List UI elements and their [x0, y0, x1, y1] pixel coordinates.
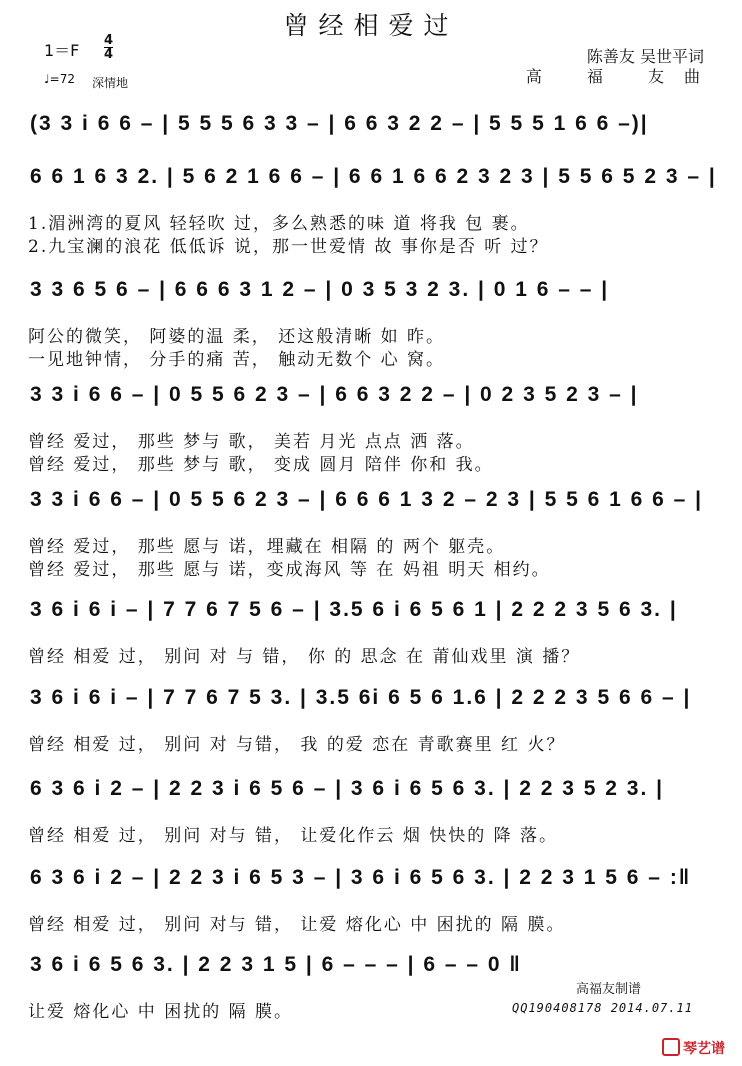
expression-mark: 深情地 — [92, 76, 129, 90]
notation-row: (3 3 i 6 6 – | 5 5 5 6 3 3 – | 6 6 3 2 2 – | 5 5 5 1 6 6 –)| — [30, 112, 649, 135]
key-signature: 1＝F — [44, 41, 80, 60]
lyricist-credit: 陈善友 吴世平词 — [586, 47, 704, 66]
lyric-line: 2.九宝澜的浪花 低低诉 说，那一世爱情 故 事你是否 听 过？ — [28, 237, 549, 257]
notation-row: 3 6 i 6 5 6 3. | 2 2 3 1 5 | 6 – – – | 6 – – 0 ‖ — [30, 953, 522, 976]
meter-bottom: 4 — [104, 47, 114, 62]
lyric-line: 1.湄洲湾的夏风 轻轻吹 过，多么熟悉的味 道 将我 包 裹。 — [28, 214, 530, 234]
lyric-line: 曾经 爱过， 那些 愿与 诺，变成海风 等 在 妈祖 明天 相约。 — [28, 560, 551, 580]
time-signature — [104, 34, 113, 61]
tempo-mark: ♩=72 — [44, 72, 75, 86]
notation-row: 6 6 1 6 3 2. | 5 6 2 1 6 6 – | 6 6 1 6 6 2 3 2 3 | 5 5 6 5 2 3 – | — [30, 165, 717, 188]
lyric-line: 曾经 爱过， 那些 愿与 诺，埋藏在 相隔 的 两个 躯壳。 — [28, 537, 506, 557]
site-logo — [662, 1038, 725, 1058]
notation-row: 6 3 6 i 2 – | 2 2 3 i 6 5 6 – | 3 6 i 6 5 6 3. | 2 2 3 5 2 3. | — [30, 777, 665, 800]
notation-row: 3 6 i 6 i – | 7 7 6 7 5 6 – | 3.5 6 i 6 5 6 1 | 2 2 2 3 5 6 3. | — [30, 598, 678, 621]
lyric-line: 阿公的微笑， 阿婆的温 柔， 还这般清晰 如 昨。 — [28, 327, 446, 347]
composer-credit: 高 福 友曲 — [525, 67, 720, 86]
lyric-line: 曾经 相爱 过， 别问 对与 错， 让爱 熔化心 中 困扰的 隔 膜。 — [28, 915, 566, 935]
notation-row: 3 3 i 6 6 – | 0 5 5 6 2 3 – | 6 6 6 1 3 2 – 2 3 | 5 5 6 1 6 6 – | — [30, 488, 704, 511]
lyric-line: 一见地钟情， 分手的痛 苦， 触动无数个 心 窝。 — [28, 350, 446, 370]
meter-top: 4 — [104, 33, 114, 48]
logo-icon — [662, 1038, 680, 1056]
song-title: 曾经相爱过 — [283, 11, 459, 40]
lyric-line: 曾经 相爱 过， 别问 对与 错， 让爱化作云 烟 快快的 降 落。 — [28, 826, 559, 846]
notation-row: 6 3 6 i 2 – | 2 2 3 i 6 5 3 – | 3 6 i 6 5 6 3. | 2 2 3 1 5 6 – :‖ — [30, 866, 692, 889]
lyric-line: 曾经 相爱 过， 别问 对 与 错， 你 的 思念 在 莆仙戏里 演 播？ — [28, 647, 581, 667]
contact-info: QQ190408178 2014.07.11 — [512, 1001, 693, 1015]
logo-text: 琴艺谱 — [683, 1041, 725, 1057]
lyric-line: 曾经 爱过， 那些 梦与 歌， 变成 圆月 陪伴 你和 我。 — [28, 455, 494, 475]
notation-row: 3 3 i 6 6 – | 0 5 5 6 2 3 – | 6 6 3 2 2 – | 0 2 3 5 2 3 – | — [30, 383, 639, 406]
notation-row: 3 6 i 6 i – | 7 7 6 7 5 3. | 3.5 6i 6 5 6 1.6 | 2 2 2 3 5 6 6 – | — [30, 686, 692, 709]
lyric-line: 曾经 相爱 过， 别问 对 与错， 我 的爱 恋在 青歌赛里 红 火？ — [28, 735, 566, 755]
lyric-line: 曾经 爱过， 那些 梦与 歌， 美若 月光 点点 洒 落。 — [28, 432, 475, 452]
score-maker: 高福友制谱 — [576, 982, 642, 997]
lyric-line: 让爱 熔化心 中 困扰的 隔 膜。 — [28, 1002, 294, 1022]
notation-row: 3 3 6 5 6 – | 6 6 6 3 1 2 – | 0 3 5 3 2 3. | 0 1 6 – – | — [30, 278, 610, 301]
